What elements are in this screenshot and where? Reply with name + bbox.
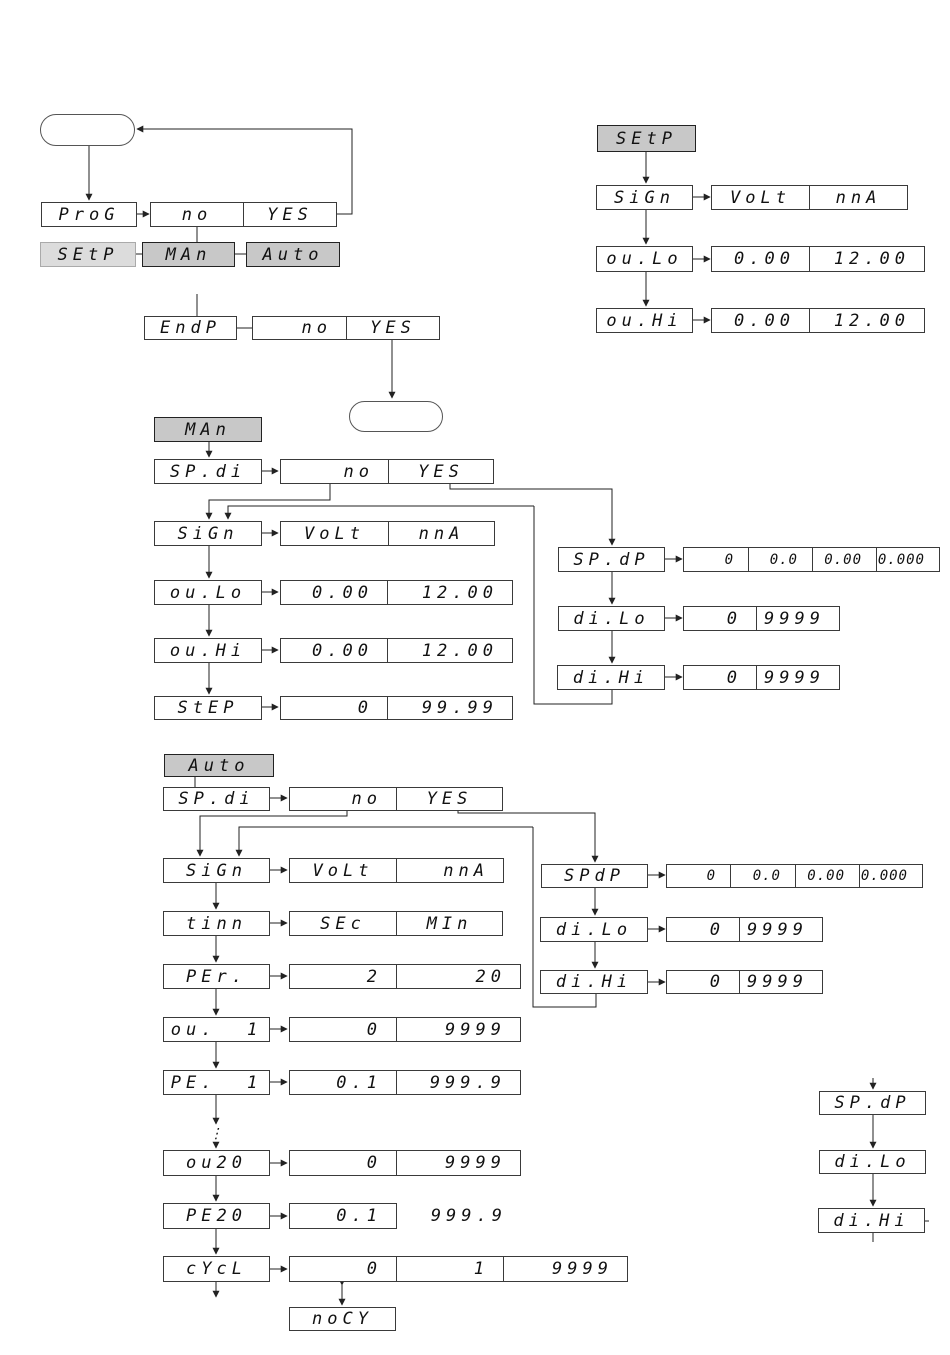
auto-sec[interactable]: SEc bbox=[289, 911, 397, 936]
man-dihi-max[interactable]: 9999 bbox=[756, 665, 840, 690]
auto-per-min[interactable]: 2 bbox=[289, 964, 397, 989]
setp-header: SEtP bbox=[597, 125, 696, 152]
man-header: MAn bbox=[154, 417, 262, 442]
man-dilo-min[interactable]: 0 bbox=[683, 606, 757, 631]
side-spdp[interactable]: SP.dP bbox=[819, 1091, 926, 1115]
auto-dihi[interactable]: di.Hi bbox=[540, 970, 648, 994]
man-oulo-min[interactable]: 0.00 bbox=[280, 580, 388, 605]
auto-per[interactable]: PEr. bbox=[163, 964, 270, 989]
auto-ou1-max[interactable]: 9999 bbox=[396, 1017, 521, 1042]
auto-cycl-0[interactable]: 0 bbox=[289, 1256, 397, 1282]
auto-spdi-no[interactable]: no bbox=[289, 787, 397, 811]
end-oval bbox=[349, 401, 443, 432]
setp-volt[interactable]: VoLt bbox=[711, 185, 810, 210]
setp-ouhi-min[interactable]: 0.00 bbox=[711, 308, 810, 333]
setp-ouhi-max[interactable]: 12.00 bbox=[809, 308, 925, 333]
auto-pe20-max[interactable]: 999.9 bbox=[430, 1206, 507, 1226]
auto-cycl-1[interactable]: 1 bbox=[396, 1256, 504, 1282]
auto-spdp-1[interactable]: 0.0 bbox=[730, 864, 796, 888]
man-sign[interactable]: SiGn bbox=[154, 521, 262, 546]
man-spdp[interactable]: SP.dP bbox=[558, 547, 665, 572]
man-spdp-1[interactable]: 0.0 bbox=[748, 547, 813, 572]
auto-ou20[interactable]: ou20 bbox=[163, 1150, 270, 1176]
auto-dihi-max[interactable]: 9999 bbox=[739, 970, 823, 994]
auto-pe1-max[interactable]: 999.9 bbox=[396, 1070, 521, 1095]
setp-sign[interactable]: SiGn bbox=[596, 185, 693, 210]
man-dihi[interactable]: di.Hi bbox=[557, 665, 665, 690]
setp-ouhi[interactable]: ou.Hi bbox=[596, 308, 693, 333]
auto-spdp-3[interactable]: 0.000 bbox=[859, 864, 923, 888]
setp-oulo-min[interactable]: 0.00 bbox=[711, 246, 810, 272]
auto-min[interactable]: MIn bbox=[396, 911, 503, 936]
auto-dilo[interactable]: di.Lo bbox=[540, 917, 648, 942]
auto-cycl-9999[interactable]: 9999 bbox=[503, 1256, 628, 1282]
auto-ma[interactable]: nnA bbox=[396, 858, 504, 883]
man-ouhi-max[interactable]: 12.00 bbox=[387, 638, 513, 663]
auto-pe20-min[interactable]: 0.1 bbox=[289, 1203, 397, 1229]
endp-menu[interactable]: EndP bbox=[144, 316, 237, 340]
side-dilo[interactable]: di.Lo bbox=[819, 1150, 926, 1174]
auto-pe20[interactable]: PE20 bbox=[163, 1203, 270, 1229]
auto-per-max[interactable]: 20 bbox=[396, 964, 521, 989]
man-ouhi[interactable]: ou.Hi bbox=[154, 638, 262, 663]
endp-no[interactable]: no bbox=[252, 316, 347, 340]
man-ouhi-min[interactable]: 0.00 bbox=[280, 638, 388, 663]
prog-no[interactable]: no bbox=[150, 202, 244, 227]
endp-yes[interactable]: YES bbox=[346, 316, 440, 340]
man-volt[interactable]: VoLt bbox=[280, 521, 389, 546]
man-spdi-no[interactable]: no bbox=[280, 459, 389, 484]
auto-sign[interactable]: SiGn bbox=[163, 858, 270, 883]
auto-ellipsis: ⋮ bbox=[209, 1126, 223, 1142]
auto-spdp-2[interactable]: 0.00 bbox=[795, 864, 860, 888]
auto-ou1[interactable]: ou. 1 bbox=[163, 1017, 270, 1042]
man-spdp-0[interactable]: 0 bbox=[683, 547, 749, 572]
auto-tab[interactable]: Auto bbox=[246, 242, 340, 267]
auto-nocy[interactable]: noCY bbox=[289, 1307, 396, 1331]
auto-header: Auto bbox=[164, 754, 274, 777]
man-step[interactable]: StEP bbox=[154, 696, 262, 720]
setp-tab[interactable]: SEtP bbox=[40, 242, 136, 267]
setp-oulo[interactable]: ou.Lo bbox=[596, 246, 693, 272]
prog-menu[interactable]: ProG bbox=[41, 202, 137, 227]
auto-spdi-yes[interactable]: YES bbox=[396, 787, 503, 811]
side-dihi[interactable]: di.Hi bbox=[818, 1208, 925, 1233]
auto-dihi-min[interactable]: 0 bbox=[666, 970, 740, 994]
start-oval bbox=[40, 114, 135, 146]
auto-pe1[interactable]: PE. 1 bbox=[163, 1070, 270, 1095]
man-dihi-min[interactable]: 0 bbox=[683, 665, 757, 690]
auto-ou1-min[interactable]: 0 bbox=[289, 1017, 397, 1042]
man-oulo-max[interactable]: 12.00 bbox=[387, 580, 513, 605]
man-spdi[interactable]: SP.di bbox=[154, 459, 262, 484]
auto-cycl[interactable]: cYcL bbox=[163, 1256, 270, 1282]
man-spdp-2[interactable]: 0.00 bbox=[812, 547, 877, 572]
man-step-max[interactable]: 99.99 bbox=[387, 696, 513, 720]
auto-ou20-max[interactable]: 9999 bbox=[396, 1150, 521, 1176]
auto-pe1-min[interactable]: 0.1 bbox=[289, 1070, 397, 1095]
man-spdi-yes[interactable]: YES bbox=[388, 459, 494, 484]
auto-spdi[interactable]: SP.di bbox=[163, 787, 270, 811]
man-step-min[interactable]: 0 bbox=[280, 696, 388, 720]
man-spdp-3[interactable]: 0.000 bbox=[876, 547, 940, 572]
auto-dilo-min[interactable]: 0 bbox=[666, 917, 740, 942]
setp-ma[interactable]: nnA bbox=[809, 185, 908, 210]
auto-spdp[interactable]: SPdP bbox=[541, 864, 648, 888]
auto-volt[interactable]: VoLt bbox=[289, 858, 397, 883]
auto-ou20-min[interactable]: 0 bbox=[289, 1150, 397, 1176]
auto-dilo-max[interactable]: 9999 bbox=[739, 917, 823, 942]
man-ma[interactable]: nnA bbox=[388, 521, 495, 546]
auto-time[interactable]: tinn bbox=[163, 911, 270, 936]
man-dilo-max[interactable]: 9999 bbox=[756, 606, 840, 631]
auto-spdp-0[interactable]: 0 bbox=[666, 864, 731, 888]
prog-yes[interactable]: YES bbox=[243, 202, 337, 227]
man-oulo[interactable]: ou.Lo bbox=[154, 580, 262, 605]
man-tab[interactable]: MAn bbox=[142, 242, 235, 267]
setp-oulo-max[interactable]: 12.00 bbox=[809, 246, 925, 272]
man-dilo[interactable]: di.Lo bbox=[558, 606, 665, 631]
